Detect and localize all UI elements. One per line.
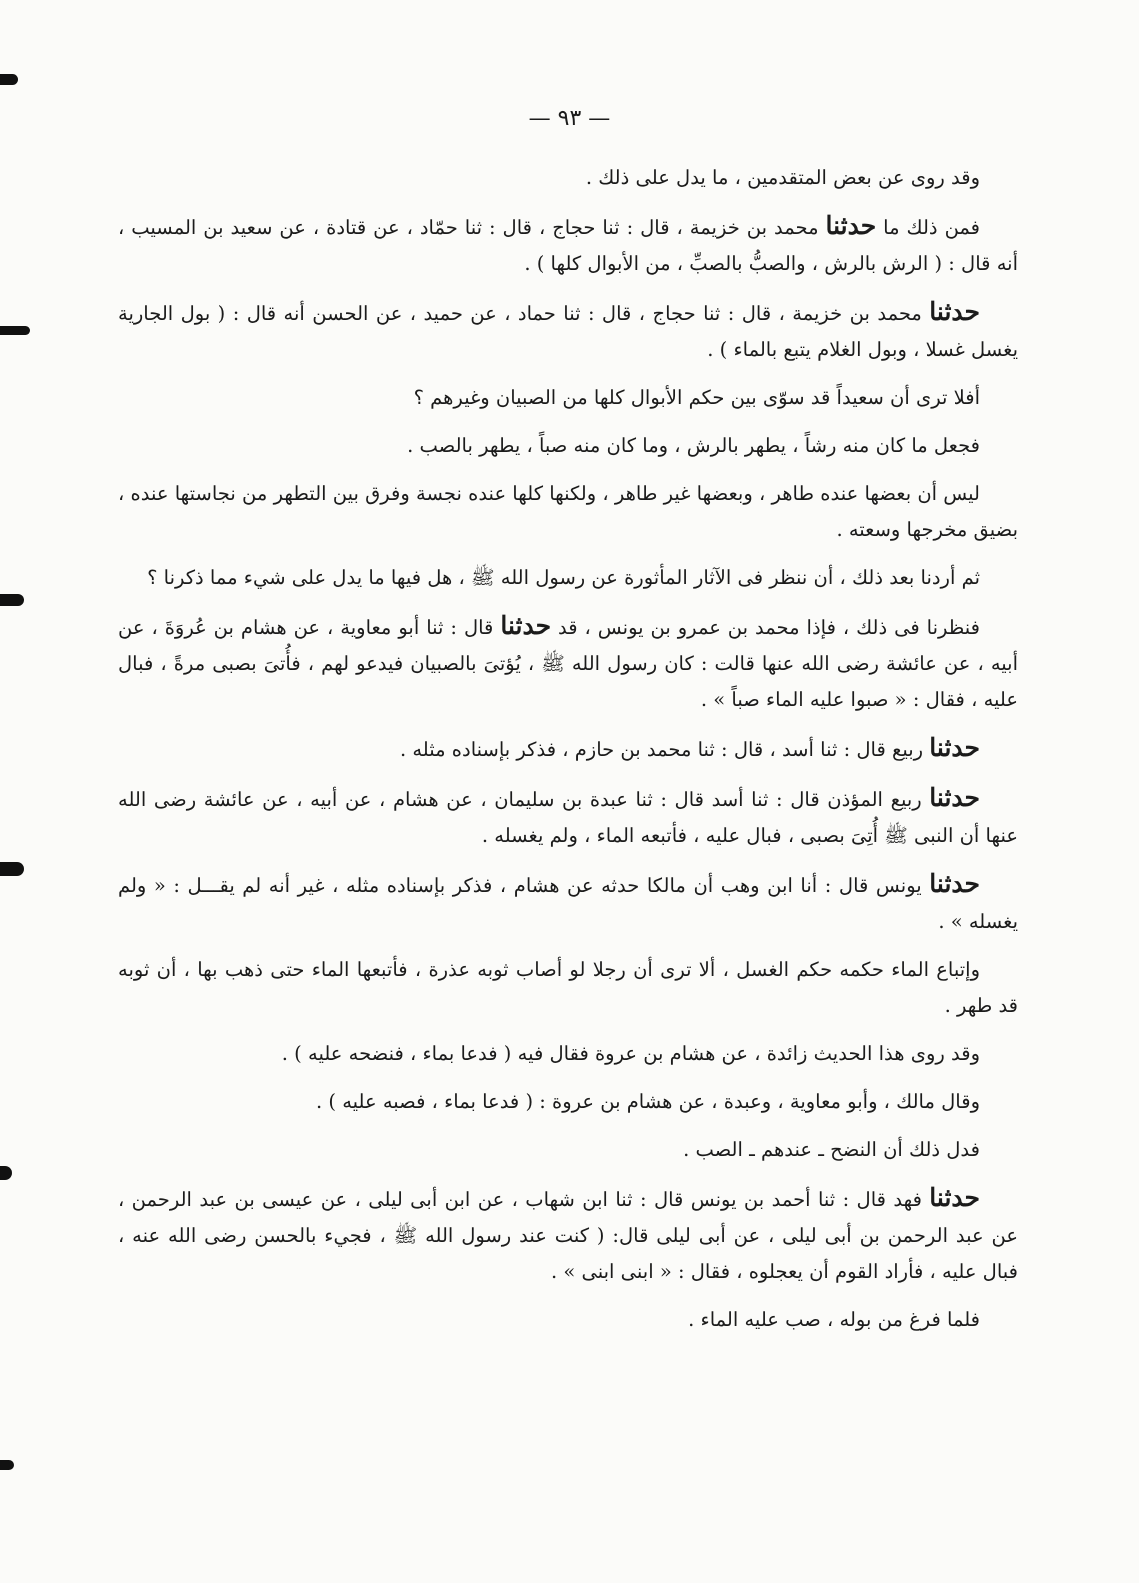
scan-edge-mark	[0, 1166, 12, 1180]
page-number: — ٩٣ —	[528, 106, 611, 131]
narration-word: حدثنا	[500, 611, 552, 640]
paragraph: ثم أردنا بعد ذلك ، أن ننظر فى الآثار المأثورة عن رسول الله ﷺ ، هل فيها ما يدل على شيء مما ذكرنا ؟	[147, 566, 980, 589]
paragraph: حدثنا فهد قال : ثنا أحمد بن يونس قال : ثنا ابن شهاب ، عن ابن أبى ليلى ، عن عيسى بن عبد الرحمن ، عن عبد الرحمن بن أبى ليلى ، عن أبى ليلى قال: ( كنت عند رسول الله ﷺ ، فجيء بالحسن رضى الله عنه ، فبال عليه ، فأراد القوم أن يعجلوه ، فقال : « ابنى ابنى » .	[118, 1183, 1018, 1283]
paragraph: فمن ذلك ما حدثنا محمد بن خزيمة ، قال : ثنا حجاج ، قال : ثنا حمّاد ، عن قتادة ، عن سعيد بن المسيب ، أنه قال : ( الرش بالرش ، والصبُّ بالصبِّ ، من الأبوال كلها ) .	[118, 211, 1018, 275]
paragraph: وقد روى عن بعض المتقدمين ، ما يدل على ذلك .	[585, 166, 980, 189]
paragraph: فجعل ما كان منه رشاً ، يطهر بالرش ، وما كان منه صباً ، يطهر بالصب .	[407, 434, 980, 457]
paragraph: حدثنا محمد بن خزيمة ، قال : ثنا حجاج ، قال : ثنا حماد ، عن حميد ، عن الحسن أنه قال : ( بول الجارية يغسل غسلا ، وبول الغلام يتبع بالماء ) .	[118, 297, 1018, 361]
scan-edge-mark	[0, 1460, 14, 1470]
paragraph: وقال مالك ، وأبو معاوية ، وعبدة ، عن هشام بن عروة : ( فدعا بماء ، فصبه عليه ) .	[316, 1090, 980, 1113]
paragraph: وإتباع الماء حكمه حكم الغسل ، ألا ترى أن رجلا لو أصاب ثوبه عذرة ، فأتبعها الماء حتى ذهب بها ، أن ثوبه قد طهر .	[118, 958, 1018, 1017]
narration-word: حدثنا	[929, 869, 980, 898]
narration-word: حدثنا	[929, 783, 980, 812]
narration-word: حدثنا	[929, 297, 980, 326]
scan-edge-mark	[0, 326, 30, 335]
scan-edge-mark	[0, 862, 24, 876]
paragraph: حدثنا ربيع المؤذن قال : ثنا أسد قال : ثنا عبدة بن سليمان ، عن هشام ، عن أبيه ، عن عائشة رضى الله عنها أن النبى ﷺ أُتِىَ بصبى ، فبال عليه ، فأتبعه الماء ، ولم يغسله .	[118, 783, 1018, 847]
scan-edge-mark	[0, 74, 18, 85]
paragraph: حدثنا يونس قال : أنا ابن وهب أن مالكا حدثه عن هشام ، فذكر بإسناده مثله ، غير أنه لم يقـــل : « ولم يغسله » .	[118, 869, 1018, 933]
paragraph: حدثنا ربيع قال : ثنا أسد ، قال : ثنا محمد بن حازم ، فذكر بإسناده مثله .	[399, 733, 980, 762]
narration-word: حدثنا	[825, 211, 877, 240]
paragraph: فنظرنا فى ذلك ، فإذا محمد بن عمرو بن يونس ، قد حدثنا قال : ثنا أبو معاوية ، عن هشام بن عُروَةَ ، عن أبيه ، عن عائشة رضى الله عنها قالت : كان رسول الله ﷺ ، يُؤتىَ بالصبيان فيدعو لهم ، فأُتىَ بصبى مرةً ، فبال عليه ، فقال : « صبوا عليه الماء صباً » .	[118, 611, 1018, 711]
paragraph: فلما فرغ من بوله ، صب عليه الماء .	[688, 1308, 980, 1331]
narration-word: حدثنا	[929, 733, 980, 762]
paragraph: ليس أن بعضها عنده طاهر ، وبعضها غير طاهر ، ولكنها كلها عنده نجسة وفرق بين التطهر من نجاستها عنده ، بضيق مخرجها وسعته .	[118, 482, 1018, 541]
paragraph: وقد روى هذا الحديث زائدة ، عن هشام بن عروة فقال فيه ( فدعا بماء ، فنضحه عليه ) .	[281, 1042, 980, 1065]
scan-edge-mark	[0, 594, 24, 606]
body-text	[118, 160, 1018, 1350]
paragraph: أفلا ترى أن سعيداً قد سوّى بين حكم الأبوال كلها من الصبيان وغيرهم ؟	[413, 386, 980, 409]
narration-word: حدثنا	[929, 1183, 980, 1212]
paragraph: فدل ذلك أن النضح ـ عندهم ـ الصب .	[683, 1138, 980, 1161]
